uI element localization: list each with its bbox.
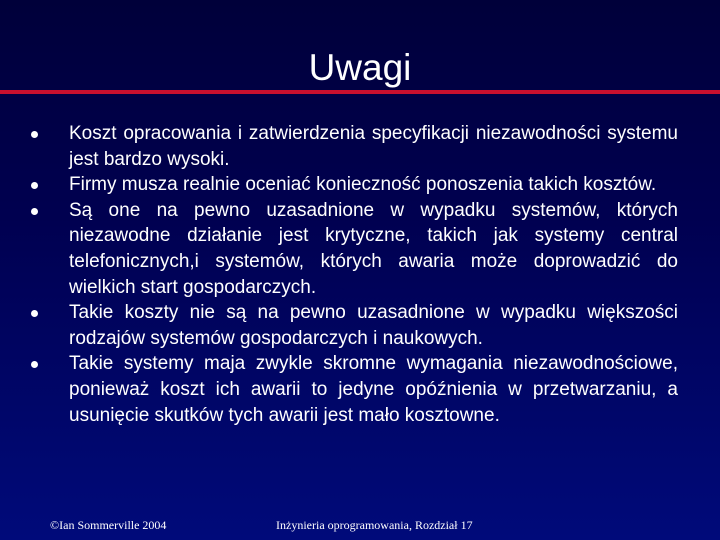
bullet-text: Takie systemy maja zwykle skromne wymagania niezawodnościowe, ponieważ koszt ich awarii to jedyne opóźnienia w przetwarzaniu, a usunięcie skutków tych awarii jest mało kosztowne. <box>69 353 678 426</box>
list-item <box>0 351 720 428</box>
bullet-text: Koszt opracowania i zatwierdzenia specyfikacji niezawodności systemu jest bardzo wysoki. <box>69 123 678 170</box>
bullet-dot-icon <box>31 310 38 317</box>
bullet-text: Są one na pewno uzasadnione w wypadku systemów, których niezawodne działanie jest krytyczne, takich jak systemy central telefonicznych,i systemów, których awaria może doprowadzić do wielkich start gospodarczych. <box>69 199 678 298</box>
footer-copyright: ©Ian Sommerville 2004 <box>50 518 167 532</box>
slide-title: Uwagi <box>308 47 412 88</box>
title-divider <box>0 90 720 94</box>
bullet-text: Takie koszty nie są na pewno uzasadnione w wypadku większości rodzajów systemów gospodarczych i naukowych. <box>69 302 678 349</box>
bullet-dot-icon <box>31 182 38 189</box>
bullet-list <box>0 121 720 428</box>
bullet-text: Firmy musza realnie oceniać konieczność ponoszenia takich kosztów. <box>69 174 657 196</box>
list-item <box>0 172 720 198</box>
bullet-dot-icon <box>31 208 38 215</box>
list-item <box>0 198 720 300</box>
list-item <box>0 121 720 172</box>
footer-course: Inżynieria oprogramowania, Rozdział 17 <box>276 518 473 532</box>
bullet-dot-icon <box>31 131 38 138</box>
list-item <box>0 300 720 351</box>
bullet-dot-icon <box>31 361 38 368</box>
